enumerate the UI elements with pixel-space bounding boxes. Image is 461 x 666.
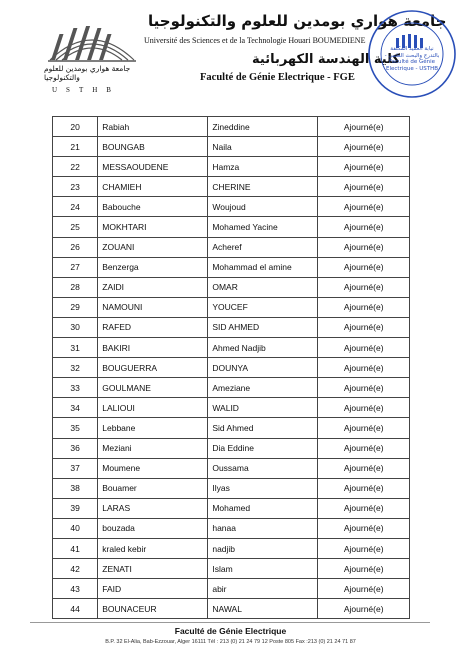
- table-row: [53, 478, 410, 498]
- table-row: [53, 418, 410, 438]
- decision-cell: Ajourné(e): [318, 137, 410, 157]
- decision-cell: Ajourné(e): [318, 599, 410, 619]
- results-table-body: [53, 117, 410, 619]
- last-name-cell: LALIOUI: [98, 398, 208, 418]
- table-row: [53, 317, 410, 337]
- logo-arabic-text: جامعة هواري بومدين للعلوم والتكنولوجيا: [44, 64, 131, 82]
- table-row: [53, 599, 410, 619]
- table-row: [53, 177, 410, 197]
- table-row: [53, 559, 410, 579]
- table-row: [53, 237, 410, 257]
- last-name-cell: Bouamer: [98, 478, 208, 498]
- table-row: [53, 458, 410, 478]
- last-name-cell: GOULMANE: [98, 378, 208, 398]
- row-number: 24: [53, 197, 98, 217]
- row-number: 27: [53, 257, 98, 277]
- last-name-cell: FAID: [98, 579, 208, 599]
- row-number: 41: [53, 538, 98, 558]
- last-name-cell: ZOUANI: [98, 237, 208, 257]
- first-name-cell: NAWAL: [208, 599, 318, 619]
- first-name-cell: SID AHMED: [208, 317, 318, 337]
- decision-cell: Ajourné(e): [318, 478, 410, 498]
- row-number: 43: [53, 579, 98, 599]
- last-name-cell: Meziani: [98, 438, 208, 458]
- first-name-cell: DOUNYA: [208, 358, 318, 378]
- logo-acronym: USTHB: [52, 86, 120, 94]
- decision-cell: Ajourné(e): [318, 518, 410, 538]
- row-number: 37: [53, 458, 98, 478]
- first-name-cell: YOUCEF: [208, 297, 318, 317]
- row-number: 42: [53, 559, 98, 579]
- decision-cell: Ajourné(e): [318, 338, 410, 358]
- footer-divider: [30, 622, 430, 623]
- decision-cell: Ajourné(e): [318, 237, 410, 257]
- table-row: [53, 378, 410, 398]
- last-name-cell: BOUNGAB: [98, 137, 208, 157]
- row-number: 36: [53, 438, 98, 458]
- decision-cell: Ajourné(e): [318, 358, 410, 378]
- last-name-cell: NAMOUNI: [98, 297, 208, 317]
- first-name-cell: Hamza: [208, 157, 318, 177]
- first-name-cell: Oussama: [208, 458, 318, 478]
- row-number: 22: [53, 157, 98, 177]
- row-number: 34: [53, 398, 98, 418]
- last-name-cell: LARAS: [98, 498, 208, 518]
- university-name-arabic: جامعة هواري بومدين للعلوم والتكنولوجيا: [148, 12, 447, 30]
- table-row: [53, 398, 410, 418]
- decision-cell: Ajourné(e): [318, 498, 410, 518]
- stamp-text: نيابة العميد المكلفة بالتدرج والبحث العلمي - Faculté de Génie Electrique - USTHB: [384, 46, 440, 72]
- last-name-cell: BOUGUERRA: [98, 358, 208, 378]
- first-name-cell: hanaa: [208, 518, 318, 538]
- row-number: 38: [53, 478, 98, 498]
- decision-cell: Ajourné(e): [318, 538, 410, 558]
- last-name-cell: RAFED: [98, 317, 208, 337]
- table-row: [53, 217, 410, 237]
- row-number: 21: [53, 137, 98, 157]
- decision-cell: Ajourné(e): [318, 117, 410, 137]
- first-name-cell: WALID: [208, 398, 318, 418]
- decision-cell: Ajourné(e): [318, 579, 410, 599]
- row-number: 32: [53, 358, 98, 378]
- first-name-cell: Sid Ahmed: [208, 418, 318, 438]
- first-name-cell: Ameziane: [208, 378, 318, 398]
- first-name-cell: Mohammad el amine: [208, 257, 318, 277]
- last-name-cell: bouzada: [98, 518, 208, 538]
- decision-cell: Ajourné(e): [318, 438, 410, 458]
- results-table: [52, 116, 410, 619]
- decision-cell: Ajourné(e): [318, 418, 410, 438]
- last-name-cell: BOUNACEUR: [98, 599, 208, 619]
- first-name-cell: Islam: [208, 559, 318, 579]
- decision-cell: Ajourné(e): [318, 398, 410, 418]
- last-name-cell: ZAIDI: [98, 277, 208, 297]
- last-name-cell: kraled kebir: [98, 538, 208, 558]
- decision-cell: Ajourné(e): [318, 177, 410, 197]
- row-number: 35: [53, 418, 98, 438]
- last-name-cell: Rabiah: [98, 117, 208, 137]
- last-name-cell: Benzerga: [98, 257, 208, 277]
- decision-cell: Ajourné(e): [318, 458, 410, 478]
- last-name-cell: MOKHTARI: [98, 217, 208, 237]
- row-number: 23: [53, 177, 98, 197]
- table-row: [53, 257, 410, 277]
- last-name-cell: Babouche: [98, 197, 208, 217]
- row-number: 33: [53, 378, 98, 398]
- faculty-name-arabic: كلية الهندسة الكهربائية: [252, 52, 400, 67]
- first-name-cell: Dia Eddine: [208, 438, 318, 458]
- last-name-cell: MESSAOUDENE: [98, 157, 208, 177]
- table-row: [53, 338, 410, 358]
- first-name-cell: Woujoud: [208, 197, 318, 217]
- table-row: [53, 579, 410, 599]
- last-name-cell: Moumene: [98, 458, 208, 478]
- table-row: [53, 297, 410, 317]
- table-row: [53, 157, 410, 177]
- row-number: 30: [53, 317, 98, 337]
- first-name-cell: Ilyas: [208, 478, 318, 498]
- row-number: 29: [53, 297, 98, 317]
- table-row: [53, 498, 410, 518]
- last-name-cell: Lebbane: [98, 418, 208, 438]
- table-row: [53, 518, 410, 538]
- row-number: 25: [53, 217, 98, 237]
- last-name-cell: ZENATI: [98, 559, 208, 579]
- row-number: 28: [53, 277, 98, 297]
- page-header: [0, 0, 461, 100]
- table-row: [53, 438, 410, 458]
- row-number: 39: [53, 498, 98, 518]
- row-number: 31: [53, 338, 98, 358]
- university-name-french: Université des Sciences et de la Technologie Houari BOUMEDIENE: [144, 36, 366, 45]
- table-row: [53, 197, 410, 217]
- decision-cell: Ajourné(e): [318, 257, 410, 277]
- decision-cell: Ajourné(e): [318, 157, 410, 177]
- last-name-cell: CHAMIEH: [98, 177, 208, 197]
- decision-cell: Ajourné(e): [318, 378, 410, 398]
- table-row: [53, 358, 410, 378]
- first-name-cell: Zineddine: [208, 117, 318, 137]
- first-name-cell: Mohamed: [208, 498, 318, 518]
- decision-cell: Ajourné(e): [318, 559, 410, 579]
- first-name-cell: CHERINE: [208, 177, 318, 197]
- last-name-cell: BAKIRI: [98, 338, 208, 358]
- first-name-cell: OMAR: [208, 277, 318, 297]
- first-name-cell: Naila: [208, 137, 318, 157]
- first-name-cell: abir: [208, 579, 318, 599]
- table-row: [53, 137, 410, 157]
- footer-title: Faculté de Génie Electrique: [174, 626, 287, 636]
- faculty-name-french: Faculté de Génie Electrique - FGE: [200, 72, 355, 83]
- decision-cell: Ajourné(e): [318, 297, 410, 317]
- decision-cell: Ajourné(e): [318, 277, 410, 297]
- first-name-cell: Mohamed Yacine: [208, 217, 318, 237]
- row-number: 26: [53, 237, 98, 257]
- row-number: 20: [53, 117, 98, 137]
- decision-cell: Ajourné(e): [318, 317, 410, 337]
- table-row: [53, 117, 410, 137]
- first-name-cell: Acheref: [208, 237, 318, 257]
- decision-cell: Ajourné(e): [318, 197, 410, 217]
- row-number: 40: [53, 518, 98, 538]
- usthb-logo-icon: [44, 14, 140, 94]
- first-name-cell: nadjib: [208, 538, 318, 558]
- row-number: 44: [53, 599, 98, 619]
- table-row: [53, 277, 410, 297]
- first-name-cell: Ahmed Nadjib: [208, 338, 318, 358]
- table-row: [53, 538, 410, 558]
- footer-address: B.P. 32 El-Alia, Bab-Ezzouar, Alger 16111 Tél : 213 (0) 21 24 79 12 Poste 805 Fax :213 (0) 21 24 71 87: [105, 639, 356, 645]
- decision-cell: Ajourné(e): [318, 217, 410, 237]
